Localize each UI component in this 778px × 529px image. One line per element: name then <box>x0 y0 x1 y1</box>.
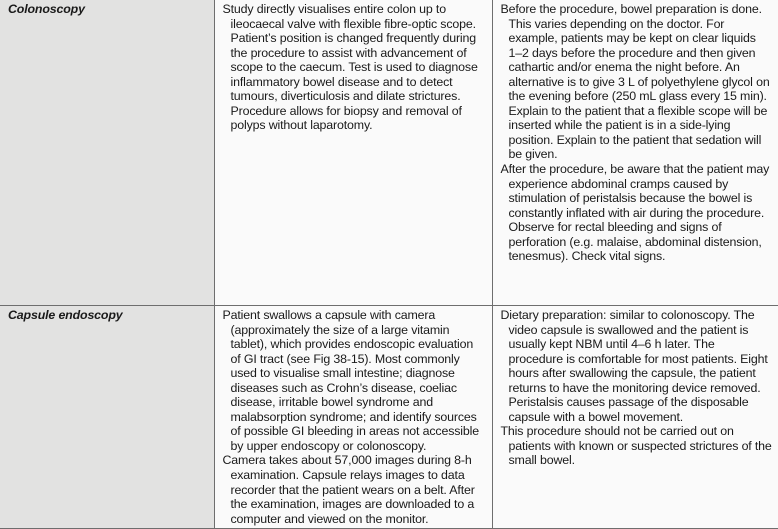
description-cell <box>214 0 492 306</box>
care-paragraph: After the procedure, be aware that the patient may experience abdominal cramps caused by stimulation of peristalsis because the bowel is constantly inflated with air during the procedure. Observe for rectal bleeding and signs of perforation (e.g. malaise, abdominal distension, tenesmus). Check vital signs. <box>500 162 770 264</box>
nursing-care-cell <box>492 306 778 529</box>
description-cell <box>214 306 492 529</box>
procedure-name: Colonoscopy <box>8 2 85 16</box>
description-paragraph: Study directly visualises entire colon up to ileocaecal valve with flexible fibre-optic scope. Patient’s position is changed frequently during the procedure to assist with advancement of scope to the caecum. Test is used to diagnose inflammatory bowel disease and to detect tumours, diverticulosis and dilate strictures. Procedure allows for biopsy and removal of polyps without laparotomy. <box>222 2 478 133</box>
procedure-name-cell <box>0 306 214 529</box>
procedure-name: Capsule endoscopy <box>8 308 123 322</box>
procedure-name-cell <box>0 0 214 306</box>
care-paragraph: Dietary preparation: similar to colonoscopy. The video capsule is swallowed and the patient is usually kept NBM until 4–6 h later. The procedure is comfortable for most patients. Eight hours after swallowing the capsule, the patient returns to have the monitoring device removed. Peristalsis causes passage of the disposable capsule with a bowel movement. <box>500 308 768 424</box>
description-paragraph: Camera takes about 57,000 images during 8-h examination. Capsule relays images to data recorder that the patient wears on a belt. After the examination, images are downloaded to a computer and viewed on the monitor. <box>222 453 475 526</box>
table-row <box>0 306 778 529</box>
nursing-care-cell <box>492 0 778 306</box>
care-paragraph: Before the procedure, bowel preparation is done. This varies depending on the doctor. For example, patients may be kept on clear liquids 1–2 days before the procedure and then given cathartic and/or enema the night before. An alternative is to give 3 L of polyethylene glycol on the evening before (250 mL glass every 15 min). Explain to the patient that a flexible scope will be inserted while the patient is in a side-lying position. Explain to the patient that sedation will be given. <box>500 2 770 162</box>
care-paragraph: This procedure should not be carried out on patients with known or suspected strictures of the small bowel. <box>500 424 772 468</box>
description-paragraph: Patient swallows a capsule with camera (approximately the size of a large vitamin tablet), which provides endoscopic evaluation of GI tract (see Fig 38-15). Most commonly used to visualise small intestine; diagnose diseases such as Crohn’s disease, coeliac disease, irritable bowel syndrome and malabsorption syndrome; and identify sources of possible GI bleeding in areas not accessible by upper endoscopy or colonoscopy. <box>222 308 479 453</box>
